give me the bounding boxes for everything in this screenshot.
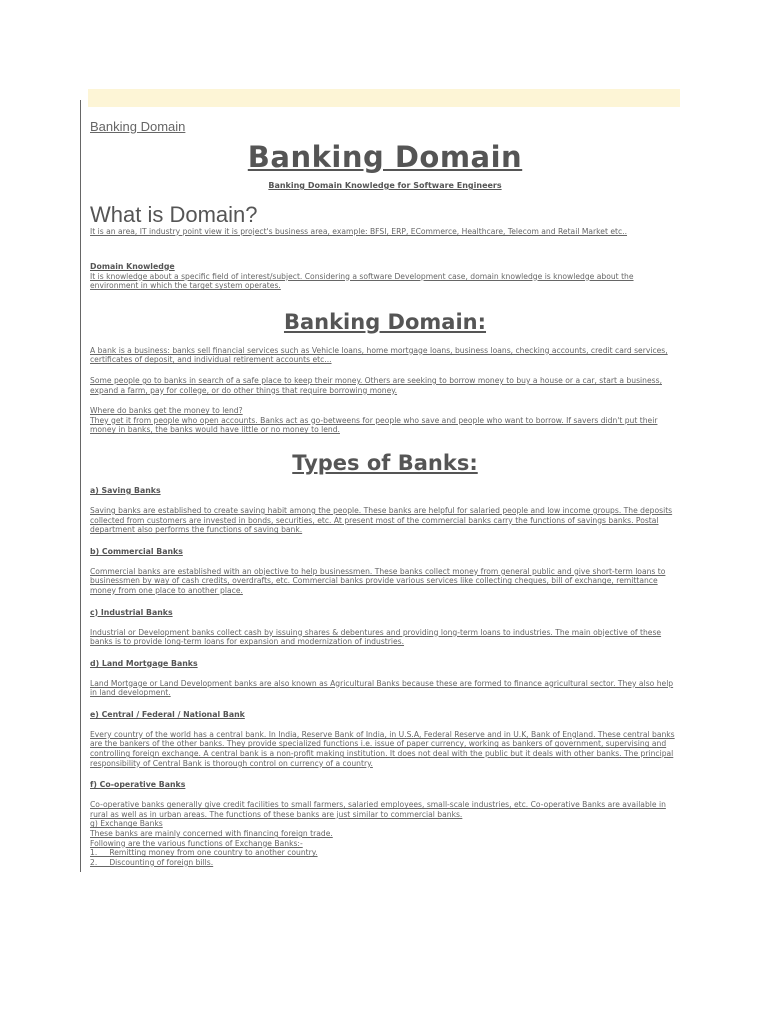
header-band (88, 89, 680, 107)
bank-type-label[interactable]: e) Central / Federal / National Bank (90, 709, 245, 719)
types-of-banks-heading: Types of Banks: (292, 450, 478, 475)
breadcrumb-link[interactable]: Banking Domain (90, 119, 186, 134)
bank-type-text[interactable]: Every country of the world has a central bank. In India, Reserve Bank of India, in U.S.A, Federal Reserve and in U.K, Bank of England. These central banks are the bankers of the other banks. They provide specialized functions i.e. issue of paper currency, working as bankers of government, supervising and controlling foreign exchange. A central bank is a non-profit making institution. It does not deal with the public but it deals with other banks. The principal responsibility of Central Bank is thorough control on currency of a country. (90, 729, 675, 768)
domain-knowledge-text[interactable]: It is knowledge about a specific field of interest/subject. Considering a software Development case, domain knowledge is knowledge about the environment in which the target system operates. (90, 271, 634, 291)
what-is-domain-text[interactable]: It is an area, IT industry point view it is project's business area, example: BFSI, ERP, ECommerce, Healthcare, Telecom and Retail Market etc.. (90, 227, 628, 236)
bank-type-label[interactable]: f) Co-operative Banks (90, 780, 186, 790)
exchange-bank-line[interactable]: Following are the various functions of Exchange Banks:- (90, 838, 303, 848)
content (90, 118, 680, 867)
bank-type-text[interactable]: Co-operative banks generally give credit facilities to small farmers, salaried employees, small-scale industries, etc. Co-operative Banks are available in rural as well as in urban areas. The functions of these banks are just similar to commercial banks. (90, 800, 666, 819)
banking-paragraph-2[interactable]: Some people go to banks in search of a safe place to keep their money. Others are seeking to borrow money to buy a house or a car, start a business, expand a farm, pay for college, or do other things that require borrowing money. (90, 375, 662, 395)
bank-type-text[interactable]: Saving banks are established to create saving habit among the people. These banks are helpful for salaried people and low income groups. The deposits collected from customers are invested in bonds, securities, etc. At present most of the commercial banks carry the functions of savings banks. Postal department also performs the functions of saving bank. (90, 505, 673, 535)
bank-type-text[interactable]: Industrial or Development banks collect cash by issuing shares & debentures and providing long-term loans to industries. The main objective of these banks is to provide long-term loans for expansion and modernization of industries. (90, 627, 662, 647)
bank-type-text[interactable]: Land Mortgage or Land Development banks are also known as Agricultural Banks because these are formed to finance agricultural sector. They also help in land development. (90, 678, 674, 698)
exchange-bank-label[interactable]: g) Exchange Banks (90, 819, 163, 829)
banking-paragraph-1[interactable]: A bank is a business: banks sell financial services such as Vehicle loans, home mortgage loans, business loans, checking accounts, credit card services, certificates of deposit, and individual retirement accounts etc... (90, 345, 668, 365)
bank-type-label[interactable]: d) Land Mortgage Banks (90, 658, 198, 668)
bank-type-label[interactable]: b) Commercial Banks (90, 546, 183, 556)
exchange-bank-line[interactable]: These banks are mainly concerned with financing foreign trade. (90, 829, 333, 839)
page-subtitle: Banking Domain Knowledge for Software Engineers (268, 181, 502, 190)
exchange-function-item[interactable]: 1. Remitting money from one country to another country. (90, 848, 318, 858)
exchange-function-item[interactable]: 2. Discounting of foreign bills. (90, 857, 214, 867)
bank-type-label[interactable]: c) Industrial Banks (90, 607, 173, 617)
page-title: Banking Domain (247, 140, 523, 174)
what-is-domain-heading: What is Domain? (90, 202, 258, 227)
banking-question[interactable]: Where do banks get the money to lend? (90, 406, 243, 416)
domain-knowledge-label[interactable]: Domain Knowledge (90, 261, 175, 271)
banking-paragraph-3[interactable]: They get it from people who open accounts. Banks act as go-betweens for people who save and people who want to borrow. If savers didn't put their money in banks, the banks would have little or no money to lend. (90, 415, 658, 435)
banking-domain-heading: Banking Domain: (283, 309, 487, 334)
bank-type-text[interactable]: Commercial banks are established with an objective to help businessmen. These banks collect money from general public and give short-term loans to businessmen by way of cash credits, overdrafts, etc. Commercial banks provide various services like collecting cheques, bill of exchange, remittance money from one place to another place. (90, 566, 666, 595)
bank-type-label[interactable]: a) Saving Banks (90, 485, 161, 495)
left-margin-rule (80, 100, 81, 872)
